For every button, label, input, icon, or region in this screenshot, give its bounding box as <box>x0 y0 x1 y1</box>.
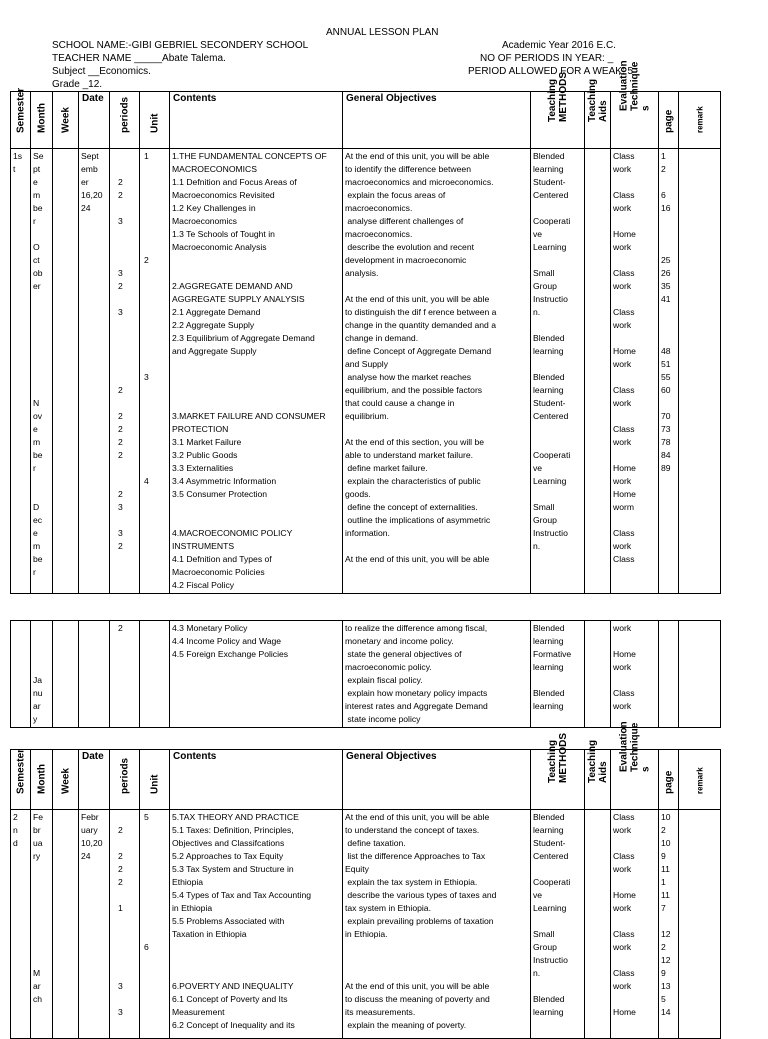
evaluation-cell: Class work Class work Home work Class work Class work Home work Class work Class work Home work Home worm Class work Class <box>611 149 659 594</box>
week-cell <box>53 810 79 1039</box>
header-methods: Teaching METHODS <box>531 750 585 810</box>
month-cell: Ja nu ar y <box>31 621 53 728</box>
remark-cell <box>679 621 721 728</box>
header-contents: Contents <box>170 750 343 810</box>
date-cell <box>79 621 110 728</box>
grade: Grade _12. <box>52 79 103 90</box>
unit-cell <box>140 621 170 728</box>
page-cell: 1 2 6 16 25 26 35 41 48 51 55 60 70 73 78 84 89 <box>659 149 679 594</box>
evaluation-cell: Class work Class work Home work Class work Class work Home <box>611 810 659 1039</box>
header-remark: remark <box>679 750 721 810</box>
date-cell: Sept emb er 16,20 24 <box>79 149 110 594</box>
header-date: Date <box>79 750 110 810</box>
week-cell <box>53 149 79 594</box>
page-cell: 10 2 10 9 11 1 11 7 12 2 12 9 13 5 14 <box>659 810 679 1039</box>
header-month: Month <box>31 750 53 810</box>
semester-cell: 2 n d <box>11 810 31 1039</box>
remark-cell <box>679 149 721 594</box>
remark-cell <box>679 810 721 1039</box>
header-date: Date <box>79 92 110 149</box>
aids-cell <box>585 621 611 728</box>
aids-cell <box>585 149 611 594</box>
periods-cell: 2 2 2 2 1 3 3 <box>110 810 140 1039</box>
header-semester: Semester <box>11 750 31 810</box>
objectives-cell: At the end of this unit, you will be able to identify the difference between macroeconomics and microeconomics. explain the focus areas of macroeconomics. analyse different challenges of macroeconomics. describe the evolution and recent development in macroeconomic analysis. At the end of this unit, you will be able to distinguish the dif f erence between a change in the quantity demanded and a change in demand. define Concept of Aggregate Demand and Supply analyse how the market reaches equilibrium, and the possible factors that could cause a change in equilibrium. At the end of this section, you will be able to understand market failure. define market failure. explain the characteristics of public goods. define the concept of externalities. outline the implications of asymmetric information. At the end of this unit, you will be able <box>343 149 531 594</box>
header-unit: Unit <box>140 92 170 149</box>
lesson-table-semester-2 <box>10 721 721 1039</box>
header-page: page <box>659 92 679 149</box>
date-cell: Febr uary 10,20 24 <box>79 810 110 1039</box>
unit-cell: 1 2 3 4 <box>140 149 170 594</box>
contents-cell: 5.TAX THEORY AND PRACTICE 5.1 Taxes: Definition, Principles, Objectives and Classifcations 5.2 Approaches to Tax Equity 5.3 Tax System and Structure in Ethiopia 5.4 Types of Tax and Tax Accounting in Ethiopia 5.5 Problems Associated with Taxation in Ethiopia 6.POVERTY AND INEQUALITY 6.1 Concept of Poverty and Its Measurement 6.2 Concept of Inequality and its <box>170 810 343 1039</box>
header-evaluation: Evaluation Technique s <box>611 92 659 149</box>
periods-cell: 2 2 3 3 2 3 2 2 2 2 2 2 3 3 2 <box>110 149 140 594</box>
header-unit: Unit <box>140 750 170 810</box>
header-month: Month <box>31 92 53 149</box>
periods-per-week: PERIOD ALLOWED FOR A WEAK: 5 <box>468 66 634 77</box>
methods-cell: Blended learning Student- Centered Cooperati ve Learning Small Group Instructio n. Blended learning Blended learning Student- Centered Cooperati ve Learning Small Group Instructio n. <box>531 149 585 594</box>
header-remark: remark <box>679 92 721 149</box>
month-cell: Se pt e m be r O ct ob er N ov e m be r D ec e m be r <box>31 149 53 594</box>
header-objectives: General Objectives <box>343 750 531 810</box>
academic-year: Academic Year 2016 E.C. <box>502 40 616 51</box>
header-evaluation: Evaluation Technique s <box>611 750 659 810</box>
table-row <box>11 810 721 1039</box>
methods-cell: Blended learning Formative learning Blended learning <box>531 621 585 728</box>
contents-cell: 4.3 Monetary Policy 4.4 Income Policy and Wage 4.5 Foreign Exchange Policies <box>170 621 343 728</box>
header-week: Week <box>53 92 79 149</box>
header-methods: Teaching METHODS <box>531 92 585 149</box>
header-page: page <box>659 750 679 810</box>
month-cell: Fe br ua ry M ar ch <box>31 810 53 1039</box>
page-cell <box>659 621 679 728</box>
table-row <box>11 621 721 728</box>
subject: Subject __Economics. <box>52 66 151 77</box>
header-semester: Semester <box>11 92 31 149</box>
doc-title: ANNUAL LESSON PLAN <box>326 27 439 38</box>
lesson-table-continued <box>10 620 721 728</box>
aids-cell <box>585 810 611 1039</box>
table-row <box>11 149 721 594</box>
header-objectives: General Objectives <box>343 92 531 149</box>
header-aids: Teaching Aids <box>585 750 611 810</box>
header-aids: Teaching Aids <box>585 92 611 149</box>
header-week: Week <box>53 750 79 810</box>
periods-in-year: NO OF PERIODS IN YEAR: _ <box>480 53 614 64</box>
school-name: SCHOOL NAME:-GIBI GEBRIEL SECONDERY SCHOOL <box>52 40 309 51</box>
evaluation-cell: work Home work Class work <box>611 621 659 728</box>
teacher-name: TEACHER NAME _____Abate Talema. <box>52 53 226 64</box>
objectives-cell: At the end of this unit, you will be able to understand the concept of taxes. define taxation. list the difference Approaches to Tax Equity explain the tax system in Ethiopia. describe the various types of taxes and tax system in Ethiopia. explain prevailing problems of taxation in Ethiopia. At the end of this unit, you will be able to discuss the meaning of poverty and its measurements. explain the meaning of poverty. <box>343 810 531 1039</box>
contents-cell: 1.THE FUNDAMENTAL CONCEPTS OF MACROECONOMICS 1.1 Defnition and Focus Areas of Macroeconomics Revisited 1.2 Key Challenges in Macroeconomics 1.3 Te Schools of Tought in Macroeconomic Analysis 2.AGGREGATE DEMAND AND AGGREGATE SUPPLY ANALYSIS 2.1 Aggregate Demand 2.2 Aggregate Supply 2.3 Equilibrium of Aggregate Demand and Aggregate Supply 3.MARKET FAILURE AND CONSUMER PROTECTION 3.1 Market Failure 3.2 Public Goods 3.3 Externalities 3.4 Asymmetric Information 3.5 Consumer Protection 4.MACROECONOMIC POLICY INSTRUMENTS 4.1 Defnition and Types of Macroeconomic Policies 4.2 Fiscal Policy <box>170 149 343 594</box>
unit-cell: 5 6 <box>140 810 170 1039</box>
header-contents: Contents <box>170 92 343 149</box>
week-cell <box>53 621 79 728</box>
objectives-cell: to realize the difference among fiscal, monetary and income policy. state the general objectives of macroeconomic policy. explain fiscal policy. explain how monetary policy impacts interest rates and Aggregate Demand state income policy <box>343 621 531 728</box>
semester-cell <box>11 621 31 728</box>
header-periods: periods <box>110 92 140 149</box>
methods-cell: Blended learning Student- Centered Cooperati ve Learning Small Group Instructio n. Blended learning <box>531 810 585 1039</box>
header-periods: periods <box>110 750 140 810</box>
periods-cell: 2 <box>110 621 140 728</box>
semester-cell: 1s t <box>11 149 31 594</box>
